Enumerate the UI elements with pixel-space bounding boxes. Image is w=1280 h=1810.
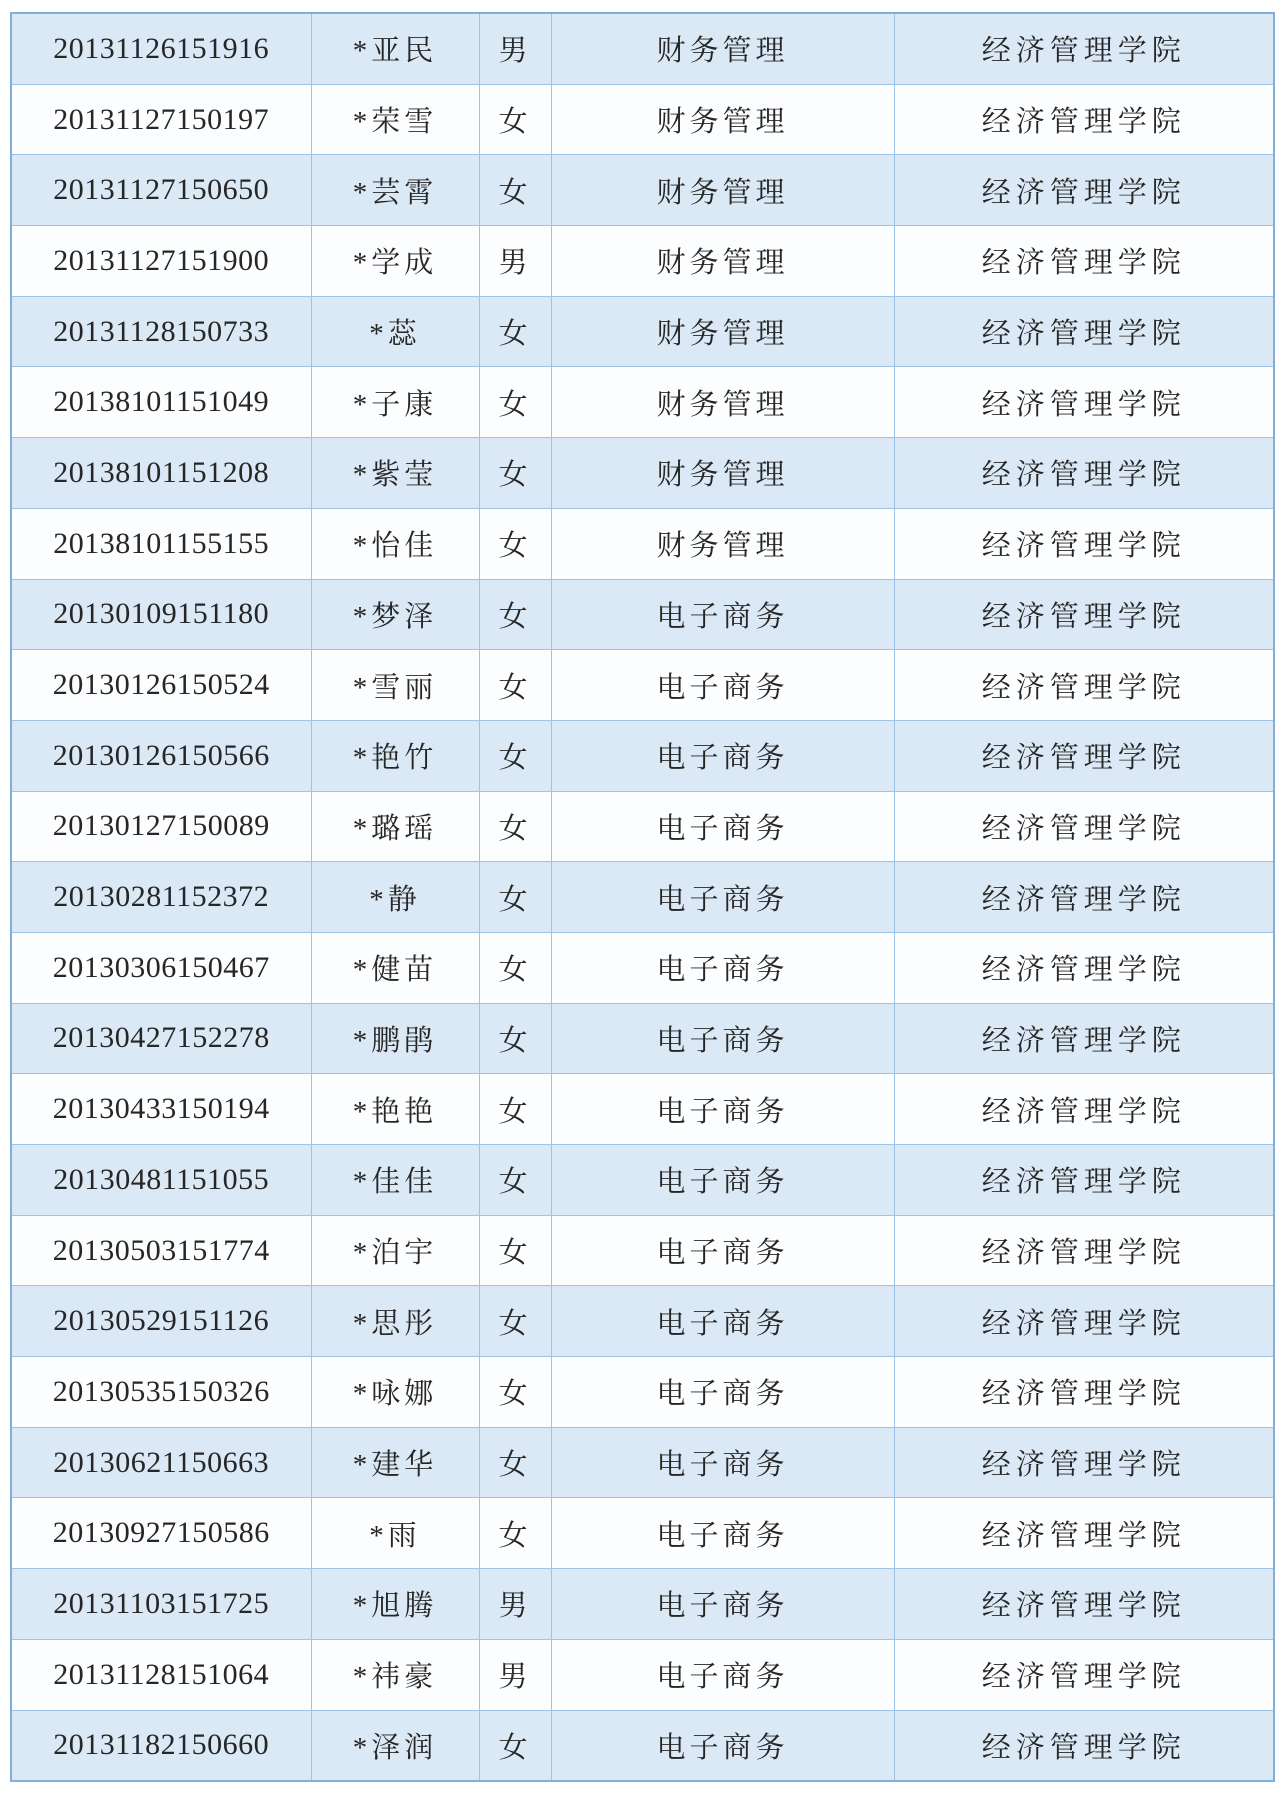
name-cell: *荣雪	[311, 84, 479, 155]
student-id-cell: 20130481151055	[11, 1145, 311, 1216]
major-cell: 电子商务	[551, 1569, 894, 1640]
gender-cell: 男	[479, 1569, 551, 1640]
gender-cell: 女	[479, 296, 551, 367]
name-cell: *艳竹	[311, 720, 479, 791]
table-row	[11, 1357, 1274, 1428]
student-id-cell: 20130109151180	[11, 579, 311, 650]
student-id-cell: 20131127150650	[11, 155, 311, 226]
gender-cell: 女	[479, 1145, 551, 1216]
name-cell: *艳艳	[311, 1074, 479, 1145]
table-row	[11, 1145, 1274, 1216]
name-cell: *建华	[311, 1427, 479, 1498]
major-cell: 电子商务	[551, 1639, 894, 1710]
student-id-cell: 20130281152372	[11, 862, 311, 933]
student-id-cell: 20130535150326	[11, 1357, 311, 1428]
name-cell: *学成	[311, 226, 479, 297]
gender-cell: 女	[479, 932, 551, 1003]
college-cell: 经济管理学院	[894, 296, 1274, 367]
gender-cell: 女	[479, 1498, 551, 1569]
student-id-cell: 20131128151064	[11, 1639, 311, 1710]
student-id-cell: 20130427152278	[11, 1003, 311, 1074]
college-cell: 经济管理学院	[894, 650, 1274, 721]
major-cell: 电子商务	[551, 1498, 894, 1569]
college-cell: 经济管理学院	[894, 1710, 1274, 1781]
major-cell: 电子商务	[551, 1427, 894, 1498]
major-cell: 电子商务	[551, 579, 894, 650]
major-cell: 电子商务	[551, 932, 894, 1003]
gender-cell: 女	[479, 791, 551, 862]
student-roster-table	[10, 12, 1275, 1782]
gender-cell: 女	[479, 650, 551, 721]
college-cell: 经济管理学院	[894, 1357, 1274, 1428]
major-cell: 电子商务	[551, 1710, 894, 1781]
gender-cell: 女	[479, 1215, 551, 1286]
major-cell: 电子商务	[551, 1003, 894, 1074]
student-id-cell: 20130306150467	[11, 932, 311, 1003]
table-row	[11, 720, 1274, 791]
name-cell: *紫莹	[311, 438, 479, 509]
gender-cell: 女	[479, 508, 551, 579]
college-cell: 经济管理学院	[894, 1639, 1274, 1710]
gender-cell: 女	[479, 1427, 551, 1498]
name-cell: *旭腾	[311, 1569, 479, 1640]
table-row	[11, 1498, 1274, 1569]
student-id-cell: 20138101155155	[11, 508, 311, 579]
table-row	[11, 226, 1274, 297]
table-row	[11, 579, 1274, 650]
table-row	[11, 438, 1274, 509]
major-cell: 财务管理	[551, 508, 894, 579]
name-cell: *怡佳	[311, 508, 479, 579]
table-row	[11, 1286, 1274, 1357]
student-id-cell: 20130127150089	[11, 791, 311, 862]
gender-cell: 男	[479, 13, 551, 84]
college-cell: 经济管理学院	[894, 579, 1274, 650]
table-row	[11, 1074, 1274, 1145]
table-row	[11, 650, 1274, 721]
student-id-cell: 20131127150197	[11, 84, 311, 155]
name-cell: *祎豪	[311, 1639, 479, 1710]
college-cell: 经济管理学院	[894, 720, 1274, 791]
table-row	[11, 1569, 1274, 1640]
college-cell: 经济管理学院	[894, 13, 1274, 84]
table-row	[11, 155, 1274, 226]
student-id-cell: 20130621150663	[11, 1427, 311, 1498]
name-cell: *雨	[311, 1498, 479, 1569]
student-id-cell: 20130433150194	[11, 1074, 311, 1145]
gender-cell: 女	[479, 438, 551, 509]
student-id-cell: 20130529151126	[11, 1286, 311, 1357]
table-row	[11, 1427, 1274, 1498]
college-cell: 经济管理学院	[894, 508, 1274, 579]
table-row	[11, 932, 1274, 1003]
major-cell: 财务管理	[551, 226, 894, 297]
student-id-cell: 20130503151774	[11, 1215, 311, 1286]
student-id-cell: 20131126151916	[11, 13, 311, 84]
college-cell: 经济管理学院	[894, 1215, 1274, 1286]
major-cell: 财务管理	[551, 438, 894, 509]
name-cell: *亚民	[311, 13, 479, 84]
student-id-cell: 20131127151900	[11, 226, 311, 297]
college-cell: 经济管理学院	[894, 932, 1274, 1003]
college-cell: 经济管理学院	[894, 1145, 1274, 1216]
name-cell: *健苗	[311, 932, 479, 1003]
table-row	[11, 1215, 1274, 1286]
name-cell: *思彤	[311, 1286, 479, 1357]
major-cell: 财务管理	[551, 296, 894, 367]
name-cell: *鹏鹃	[311, 1003, 479, 1074]
gender-cell: 女	[479, 84, 551, 155]
gender-cell: 女	[479, 720, 551, 791]
major-cell: 财务管理	[551, 13, 894, 84]
name-cell: *咏娜	[311, 1357, 479, 1428]
gender-cell: 女	[479, 862, 551, 933]
table-row	[11, 1639, 1274, 1710]
major-cell: 电子商务	[551, 1357, 894, 1428]
college-cell: 经济管理学院	[894, 438, 1274, 509]
table-row	[11, 296, 1274, 367]
table-row	[11, 1003, 1274, 1074]
gender-cell: 女	[479, 579, 551, 650]
table-row	[11, 13, 1274, 84]
college-cell: 经济管理学院	[894, 367, 1274, 438]
major-cell: 电子商务	[551, 1286, 894, 1357]
major-cell: 电子商务	[551, 862, 894, 933]
major-cell: 电子商务	[551, 1145, 894, 1216]
student-id-cell: 20131128150733	[11, 296, 311, 367]
gender-cell: 男	[479, 226, 551, 297]
student-id-cell: 20130927150586	[11, 1498, 311, 1569]
student-id-cell: 20138101151208	[11, 438, 311, 509]
name-cell: *佳佳	[311, 1145, 479, 1216]
college-cell: 经济管理学院	[894, 1498, 1274, 1569]
major-cell: 财务管理	[551, 367, 894, 438]
student-id-cell: 20130126150566	[11, 720, 311, 791]
student-id-cell: 20130126150524	[11, 650, 311, 721]
gender-cell: 女	[479, 1003, 551, 1074]
gender-cell: 女	[479, 367, 551, 438]
table-row	[11, 84, 1274, 155]
college-cell: 经济管理学院	[894, 791, 1274, 862]
gender-cell: 女	[479, 1286, 551, 1357]
name-cell: *子康	[311, 367, 479, 438]
name-cell: *泊宇	[311, 1215, 479, 1286]
gender-cell: 女	[479, 155, 551, 226]
college-cell: 经济管理学院	[894, 1286, 1274, 1357]
name-cell: *蕊	[311, 296, 479, 367]
major-cell: 电子商务	[551, 720, 894, 791]
name-cell: *璐瑶	[311, 791, 479, 862]
college-cell: 经济管理学院	[894, 1427, 1274, 1498]
gender-cell: 女	[479, 1074, 551, 1145]
college-cell: 经济管理学院	[894, 84, 1274, 155]
college-cell: 经济管理学院	[894, 1003, 1274, 1074]
major-cell: 财务管理	[551, 155, 894, 226]
major-cell: 电子商务	[551, 1215, 894, 1286]
table-row	[11, 1710, 1274, 1781]
college-cell: 经济管理学院	[894, 1569, 1274, 1640]
college-cell: 经济管理学院	[894, 862, 1274, 933]
student-id-cell: 20138101151049	[11, 367, 311, 438]
table-row	[11, 367, 1274, 438]
gender-cell: 男	[479, 1639, 551, 1710]
name-cell: *芸霄	[311, 155, 479, 226]
major-cell: 电子商务	[551, 1074, 894, 1145]
table-row	[11, 862, 1274, 933]
name-cell: *梦泽	[311, 579, 479, 650]
major-cell: 财务管理	[551, 84, 894, 155]
college-cell: 经济管理学院	[894, 226, 1274, 297]
college-cell: 经济管理学院	[894, 155, 1274, 226]
gender-cell: 女	[479, 1357, 551, 1428]
name-cell: *雪丽	[311, 650, 479, 721]
gender-cell: 女	[479, 1710, 551, 1781]
student-id-cell: 20131182150660	[11, 1710, 311, 1781]
major-cell: 电子商务	[551, 650, 894, 721]
table-row	[11, 791, 1274, 862]
college-cell: 经济管理学院	[894, 1074, 1274, 1145]
major-cell: 电子商务	[551, 791, 894, 862]
student-id-cell: 20131103151725	[11, 1569, 311, 1640]
table-row	[11, 508, 1274, 579]
name-cell: *静	[311, 862, 479, 933]
name-cell: *泽润	[311, 1710, 479, 1781]
